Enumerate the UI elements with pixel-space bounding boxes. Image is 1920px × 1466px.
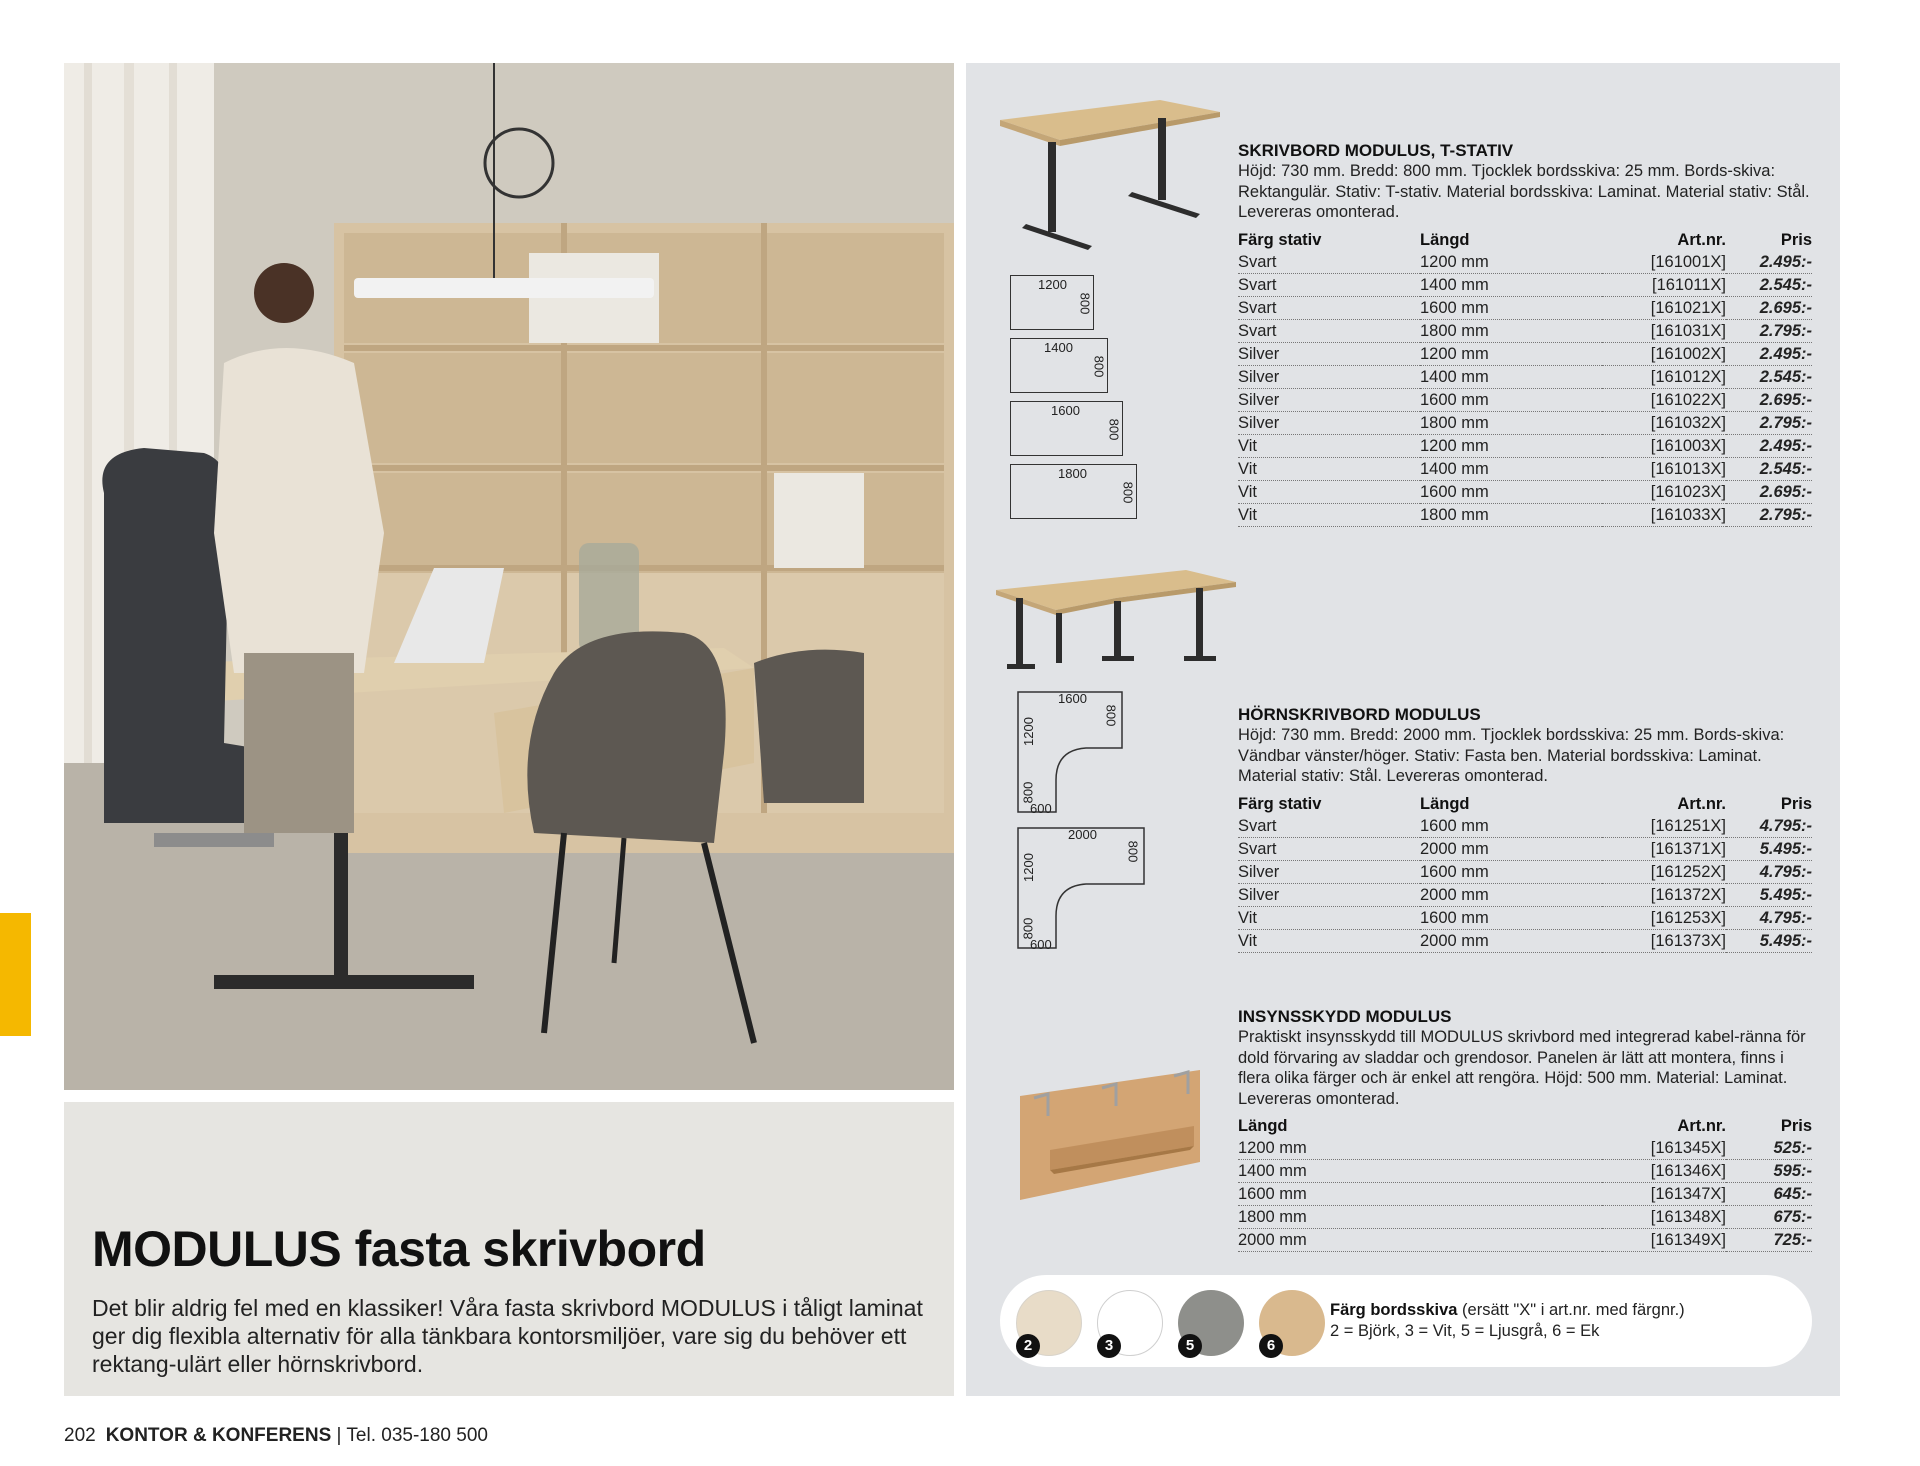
table-cell: 1200 mm: [1238, 1137, 1602, 1160]
table-row: [1238, 296, 1812, 319]
footer-section: KONTOR & KONFERENS: [105, 1425, 332, 1446]
table-row: [1238, 815, 1812, 838]
section-tab-marker: [0, 913, 31, 1036]
price-cell: 645:-: [1726, 1183, 1812, 1206]
footer-separator: |: [331, 1425, 347, 1446]
price-cell: 2.545:-: [1726, 457, 1812, 480]
price-cell: 2.795:-: [1726, 411, 1812, 434]
dimension-left-lower: 800: [1020, 781, 1036, 804]
swatch-number: 3: [1097, 1334, 1121, 1358]
corner-desk-image: [996, 568, 1236, 678]
section-title: SKRIVBORD MODULUS, T-STATIV: [1238, 141, 1514, 160]
dimension-bottom: 600: [1030, 937, 1052, 952]
table-row: [1238, 860, 1812, 883]
table-row: [1238, 837, 1812, 860]
article-number-cell: [161348X]: [1602, 1206, 1726, 1229]
section-description: Höjd: 730 mm. Bredd: 2000 mm. Tjocklek bordsskiva: 25 mm. Bords-skiva: Vändbar vänster/höger. Stativ: Fasta ben. Material bordsskiva: Laminat. Material stativ: Stål. Levereras omonterad.: [1238, 726, 1785, 785]
table-cell: 1800 mm: [1420, 411, 1602, 434]
dimension-left-lower: 800: [1020, 917, 1036, 940]
table-cell: 1200 mm: [1420, 434, 1602, 457]
table-row: [1238, 411, 1812, 434]
price-cell: 2.695:-: [1726, 296, 1812, 319]
intro-box: [64, 1102, 954, 1396]
table-row: [1238, 457, 1812, 480]
price-cell: 2.795:-: [1726, 319, 1812, 342]
table-row: [1238, 883, 1812, 906]
price-cell: 2.495:-: [1726, 251, 1812, 274]
table-cell: Svart: [1238, 837, 1420, 860]
color-codes: 2 = Björk, 3 = Vit, 5 = Ljusgrå, 6 = Ek: [1330, 1322, 1600, 1340]
table-row: [1238, 342, 1812, 365]
table-row: [1238, 1137, 1812, 1160]
section-title: INSYNSSKYDD MODULUS: [1238, 1007, 1452, 1026]
color-options-bar: [1000, 1275, 1812, 1367]
price-cell: 2.545:-: [1726, 365, 1812, 388]
article-number-cell: [161023X]: [1602, 480, 1726, 503]
swatch-number: 5: [1178, 1334, 1202, 1358]
table-header-row: [1238, 229, 1812, 251]
dimension-width: 1200: [1038, 277, 1067, 292]
table-cell: Vit: [1238, 457, 1420, 480]
intro-text: Det blir aldrig fel med en klassiker! Våra fasta skrivbord MODULUS i tåligt laminat ger dig flexibla alternativ för alla tänkbara kontorsmiljöer, vare sig du behöver ett rektang-ulärt eller hörnskrivbord.: [92, 1295, 923, 1377]
price-cell: 2.695:-: [1726, 480, 1812, 503]
dimension-right: 800: [1103, 704, 1119, 727]
color-title-bold: Färg bordsskiva: [1330, 1301, 1458, 1319]
article-number-cell: [161031X]: [1602, 319, 1726, 342]
article-number-cell: [161001X]: [1602, 251, 1726, 274]
price-cell: 4.795:-: [1726, 906, 1812, 929]
desk-t-stand-image: [1000, 100, 1220, 260]
table-cell: 1600 mm: [1420, 906, 1602, 929]
article-number-cell: [161345X]: [1602, 1137, 1726, 1160]
price-table: [1238, 229, 1812, 527]
article-number-cell: [161347X]: [1602, 1183, 1726, 1206]
column-header: Längd: [1238, 1117, 1288, 1135]
price-cell: 2.795:-: [1726, 503, 1812, 526]
column-header: Färg stativ: [1238, 794, 1322, 813]
price-cell: 5.495:-: [1726, 929, 1812, 952]
article-number-cell: [161033X]: [1602, 503, 1726, 526]
table-row: [1238, 503, 1812, 526]
section-corner-desk: [1238, 704, 1812, 953]
swatch-number: 2: [1016, 1334, 1040, 1358]
article-number-cell: [161032X]: [1602, 411, 1726, 434]
price-cell: 675:-: [1726, 1206, 1812, 1229]
article-number-cell: [161022X]: [1602, 388, 1726, 411]
column-header: Längd: [1420, 794, 1470, 813]
table-cell: 2000 mm: [1238, 1229, 1602, 1252]
article-number-cell: [161012X]: [1602, 365, 1726, 388]
price-cell: 5.495:-: [1726, 837, 1812, 860]
column-header: Art.nr.: [1677, 794, 1726, 813]
table-cell: 1600 mm: [1420, 296, 1602, 319]
column-header: Pris: [1780, 230, 1812, 249]
column-header: Pris: [1780, 794, 1812, 813]
table-cell: 1400 mm: [1238, 1160, 1602, 1183]
article-number-cell: [161002X]: [1602, 342, 1726, 365]
dimension-left: 1200: [1020, 853, 1036, 882]
dimension-depth: 800: [1077, 292, 1093, 315]
article-number-cell: [161372X]: [1602, 883, 1726, 906]
price-cell: 595:-: [1726, 1160, 1812, 1183]
dimension-bottom: 600: [1030, 801, 1052, 816]
article-number-cell: [161253X]: [1602, 906, 1726, 929]
dimension-width: 1600: [1051, 403, 1080, 418]
price-cell: 4.795:-: [1726, 815, 1812, 838]
article-number-cell: [161021X]: [1602, 296, 1726, 319]
color-title: [1330, 1301, 1685, 1320]
dimension-top: 2000: [1068, 827, 1097, 842]
table-cell: Svart: [1238, 319, 1420, 342]
column-header: Färg stativ: [1238, 230, 1322, 249]
dimension-depth: 800: [1120, 481, 1136, 504]
swatch-number: 6: [1259, 1334, 1283, 1358]
article-number-cell: [161251X]: [1602, 815, 1726, 838]
dimension-left: 1200: [1020, 717, 1036, 746]
article-number-cell: [161346X]: [1602, 1160, 1726, 1183]
page-footer: [64, 1425, 488, 1447]
table-cell: 1800 mm: [1420, 319, 1602, 342]
color-title-note: (ersätt "X" i art.nr. med färgnr.): [1457, 1301, 1685, 1319]
table-cell: 2000 mm: [1420, 883, 1602, 906]
table-cell: Silver: [1238, 388, 1420, 411]
column-header: Pris: [1780, 1117, 1812, 1135]
article-number-cell: [161013X]: [1602, 457, 1726, 480]
section-description: Praktiskt insynsskydd till MODULUS skrivbord med integrerad kabel-ränna för dold förvaring av sladdar och grendosor. Panelen är lätt att montera, finns i flera olika färger och är enkel att rengöra. Höjd: 500 mm. Material: Laminat. Levereras omonterad.: [1238, 1028, 1806, 1108]
table-row: [1238, 365, 1812, 388]
dimension-top: 1600: [1058, 691, 1087, 706]
section-description: Höjd: 730 mm. Bredd: 800 mm. Tjocklek bordsskiva: 25 mm. Bords-skiva: Rektangulär. Stativ: T-stativ. Material bordsskiva: Laminat. Material stativ: Stål. Levereras omonterad.: [1238, 162, 1810, 221]
price-cell: 4.795:-: [1726, 860, 1812, 883]
table-cell: Vit: [1238, 906, 1420, 929]
page-title: MODULUS fasta skrivbord: [92, 1221, 706, 1277]
table-row: [1238, 434, 1812, 457]
table-cell: 2000 mm: [1420, 929, 1602, 952]
table-row: [1238, 273, 1812, 296]
table-cell: 1600 mm: [1420, 815, 1602, 838]
price-cell: 2.545:-: [1726, 273, 1812, 296]
section-privacy-screen: [1238, 1006, 1812, 1252]
article-number-cell: [161349X]: [1602, 1229, 1726, 1252]
column-header: Art.nr.: [1677, 1117, 1726, 1135]
table-row: [1238, 1160, 1812, 1183]
price-cell: 2.495:-: [1726, 434, 1812, 457]
table-row: [1238, 929, 1812, 952]
price-table: [1238, 793, 1812, 953]
table-cell: 1600 mm: [1420, 480, 1602, 503]
dimension-right: 800: [1125, 840, 1141, 863]
table-cell: Vit: [1238, 929, 1420, 952]
table-cell: Silver: [1238, 342, 1420, 365]
table-cell: Vit: [1238, 480, 1420, 503]
article-number-cell: [161371X]: [1602, 837, 1726, 860]
table-row: [1238, 319, 1812, 342]
footer-phone: Tel. 035-180 500: [346, 1425, 488, 1446]
table-header-row: [1238, 793, 1812, 815]
table-row: [1238, 480, 1812, 503]
table-cell: Svart: [1238, 815, 1420, 838]
table-row: [1238, 1183, 1812, 1206]
table-cell: 1200 mm: [1420, 251, 1602, 274]
table-cell: Silver: [1238, 860, 1420, 883]
table-cell: Svart: [1238, 296, 1420, 319]
dimension-width: 1400: [1044, 340, 1073, 355]
table-cell: Svart: [1238, 251, 1420, 274]
table-cell: Silver: [1238, 411, 1420, 434]
table-cell: Silver: [1238, 883, 1420, 906]
table-cell: 1400 mm: [1420, 457, 1602, 480]
dimension-depth: 800: [1091, 355, 1107, 378]
table-cell: 1400 mm: [1420, 365, 1602, 388]
table-row: [1238, 251, 1812, 274]
price-cell: 2.495:-: [1726, 342, 1812, 365]
table-row: [1238, 388, 1812, 411]
table-row: [1238, 1229, 1812, 1252]
table-cell: 1600 mm: [1420, 860, 1602, 883]
price-cell: 525:-: [1726, 1137, 1812, 1160]
article-number-cell: [161373X]: [1602, 929, 1726, 952]
table-cell: 2000 mm: [1420, 837, 1602, 860]
table-cell: 1400 mm: [1420, 273, 1602, 296]
price-cell: 2.695:-: [1726, 388, 1812, 411]
section-title: HÖRNSKRIVBORD MODULUS: [1238, 705, 1481, 724]
price-table: [1238, 1115, 1812, 1252]
table-cell: Vit: [1238, 503, 1420, 526]
office-photo: [64, 63, 954, 1090]
table-row: [1238, 906, 1812, 929]
table-cell: Svart: [1238, 273, 1420, 296]
table-cell: 1800 mm: [1420, 503, 1602, 526]
price-cell: 725:-: [1726, 1229, 1812, 1252]
table-cell: Silver: [1238, 365, 1420, 388]
article-number-cell: [161252X]: [1602, 860, 1726, 883]
page-number: 202: [64, 1425, 96, 1446]
table-cell: Vit: [1238, 434, 1420, 457]
article-number-cell: [161011X]: [1602, 273, 1726, 296]
privacy-screen-image: [1014, 1058, 1202, 1206]
price-cell: 5.495:-: [1726, 883, 1812, 906]
table-cell: 1600 mm: [1420, 388, 1602, 411]
article-number-cell: [161003X]: [1602, 434, 1726, 457]
column-header: Längd: [1420, 230, 1470, 249]
table-cell: 1600 mm: [1238, 1183, 1602, 1206]
section-desk-t-stand: [1238, 140, 1812, 527]
table-cell: 1200 mm: [1420, 342, 1602, 365]
table-cell: 1800 mm: [1238, 1206, 1602, 1229]
table-header-row: [1238, 1115, 1812, 1137]
dimension-width: 1800: [1058, 466, 1087, 481]
table-row: [1238, 1206, 1812, 1229]
column-header: Art.nr.: [1677, 230, 1726, 249]
dimension-depth: 800: [1106, 418, 1122, 441]
